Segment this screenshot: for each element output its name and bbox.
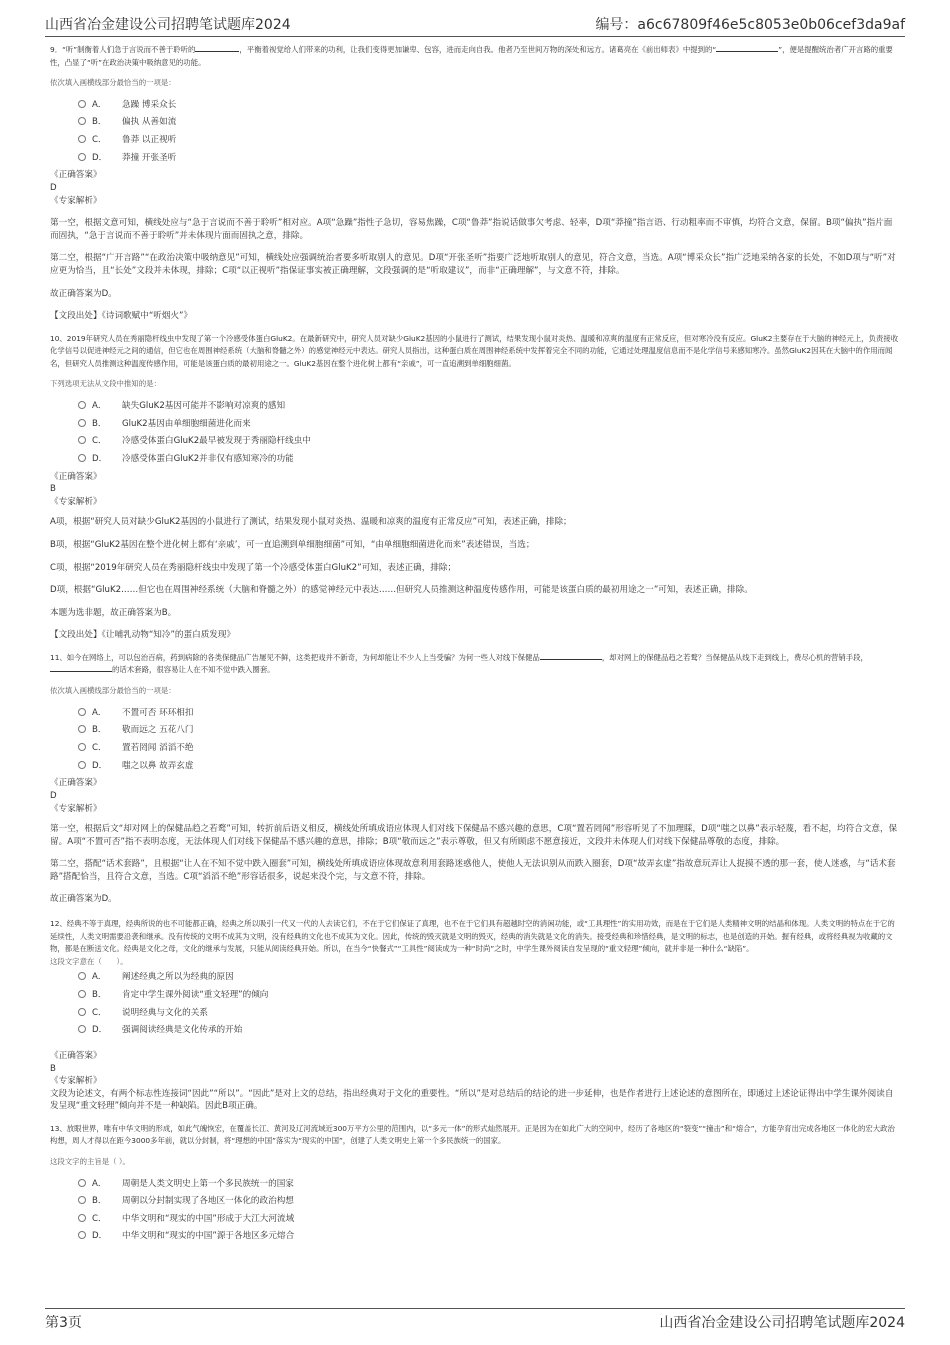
radio-icon[interactable] [78, 1008, 86, 1016]
radio-icon[interactable] [78, 401, 86, 409]
question-11-options [50, 703, 900, 773]
analysis-paragraph: 第二空，搭配“话术套路”，且根据“让人在不知不觉中跌入圈套”可知，横线处所填成语应体现故意利用套路迷惑他人，使他人无法识别从而跌入圈套，D项“故弄玄虚”指故意玩弄让人捉摸不透的那一套，使人迷惑，与“话术套路”搭配恰当，且符合文意，当选。C项“滔滔不绝”形容话很多，说起来没个完，与文意不符，排除。 [50, 859, 896, 882]
radio-icon[interactable] [78, 436, 86, 444]
question-11-stem: 11、如今在网络上，可以包治百病，药到病除的各类保健品广告屡见不鲜，这类把戏并不新奇，为何却能让不少人上当受骗？为何一些人对线下保健品 ，却对网上的保健品趋之若鹜？当保健品从线下走到线上，费尽心机的营销手段，的话术套路，很容易让人在不知不觉中跌入圈套。 [50, 652, 868, 675]
option-c[interactable]: C． 说明经典与文化的关系 [78, 1003, 900, 1021]
option-d[interactable]: D． 中华文明和“现实的中国”源于各地区多元熔合 [78, 1227, 900, 1245]
answer-value: D [50, 790, 57, 801]
analysis-paragraph: C项，根据“2019年研究人员在秀丽隐杆线虫中发现了第一个冷感受体蛋白GluK2”可知，表述正确，排除； [50, 562, 457, 573]
question-9-prompt: 依次填入画横线部分最恰当的一项是： [50, 78, 176, 87]
option-c[interactable]: C． 冷感受体蛋白GluK2最早被发现于秀丽隐杆线虫中 [78, 431, 900, 449]
question-13-stem: 13、放眼世界，唯有中华文明的形成，如此气魄恢宏，在覆盖长江、黄河及辽河流域近300万平方公里的范围内，以“多元一体”的形式灿然展开。正是因为在如此广大的空间中，经历了各地区的“裂变”“撞击”和“熔合”，方能孕育出完成各地区一体化的宏大政治构想，周人才得以在距今3000多年前，就以分封制，将“理想的中国”落实为“现实的中国”，创建了人类文明史上第一个多民族统一的国家。 [50, 1123, 895, 1146]
analysis-paragraph: 第二空，根据“广开言路”“在政治决策中吸纳意见”可知，横线处应强调统治者要多听取别人的意见。D项“开张圣听”指要广泛地听取别人的意见，符合文意，当选。A项“博采众长”指广泛地采纳各家的长处，不如D项与“听”对应更为恰当，且“长处”文段并未体现，排除；C项“以正视听”指保证事实被正确理解，文段强调的是“听取建议”，而非“正确理解”，与文意不符，排除。 [50, 253, 896, 276]
question-12-prompt: 这段文字意在（ ）。 [50, 956, 128, 966]
answer-label: 《正确答案》 [50, 778, 102, 789]
blank-line [716, 44, 778, 52]
option-b[interactable]: B． 敬而远之 五花八门 [78, 721, 900, 739]
analysis-label: 《专家解析》 [50, 496, 102, 507]
page-content [50, 44, 900, 1244]
option-a[interactable]: A． 阐述经典之所以为经典的原因 [78, 968, 900, 986]
source-note: 【文段出处】《诗词歌赋中“听烟火”》 [50, 311, 193, 322]
radio-icon[interactable] [78, 725, 86, 733]
option-d[interactable]: D． 嗤之以鼻 故弄玄虚 [78, 756, 900, 774]
question-13-options [50, 1174, 900, 1244]
question-10-prompt: 下列选项无法从文段中推知的是： [50, 379, 161, 389]
option-c[interactable]: C． 置若罔闻 滔滔不绝 [78, 738, 900, 756]
footer-divider [45, 1308, 905, 1309]
radio-icon[interactable] [78, 153, 86, 161]
radio-icon[interactable] [78, 990, 86, 998]
option-b[interactable]: B． 周朝以分封制实现了各地区一体化的政治构想 [78, 1192, 900, 1210]
option-b[interactable]: B． 肯定中学生课外阅读“重文轻理”的倾向 [78, 985, 900, 1003]
answer-label: 《正确答案》 [50, 471, 102, 482]
radio-icon[interactable] [78, 100, 86, 108]
analysis-paragraph: B项，根据“GluK2基因在整个进化树上都有‘亲戚’，可一直追溯到单细胞细菌”可知，“由单细胞细菌进化而来”表述错误，当选； [50, 539, 535, 550]
radio-icon[interactable] [78, 1214, 86, 1222]
blank-line [195, 44, 239, 52]
radio-icon[interactable] [78, 708, 86, 716]
answer-label: 《正确答案》 [50, 170, 102, 181]
option-a[interactable]: A． 不置可否 环环相扣 [78, 703, 900, 721]
radio-icon[interactable] [78, 761, 86, 769]
option-c[interactable]: C． 中华文明和“现实的中国”形成于大江大河流域 [78, 1209, 900, 1227]
answer-label: 《正确答案》 [50, 1050, 102, 1061]
question-11-prompt: 依次填入画横线部分最恰当的一项是： [50, 685, 176, 695]
analysis-paragraph: A项，根据“研究人员对缺少GluK2基因的小鼠进行了测试，结果发现小鼠对炎热、温暖和凉爽的温度有正常反应”可知，表述正确，排除； [50, 517, 572, 528]
header-serial-number: 编号：a6c67809f46e5c8053e0b06cef3da9af [595, 17, 905, 33]
radio-icon[interactable] [78, 454, 86, 462]
question-9-stem: 9．“听”制衡着人们急于言说而不善于聆听的 ，平衡着视觉给人们带来的功利，让我们变得更加谦卑、包容，进而走向自我。他者乃至世间万物的深处和远方。诸葛亮在《前出师表》中提到的“ ”，便是提醒统治者广开言路的重要性，凸显了“听”在政治决策中吸纳意见的功能。 [50, 45, 893, 67]
blank-line [540, 652, 602, 660]
analysis-conclusion: 本题为选非题，故正确答案为B。 [50, 607, 177, 618]
page-number: 第3页 [45, 1315, 82, 1331]
analysis-label: 《专家解析》 [50, 803, 102, 814]
question-10-stem: 10、2019年研究人员在秀丽隐杆线虫中发现了第一个冷感受体蛋白GluK2。在最新研究中，研究人员对缺少GluK2基因的小鼠进行了测试，结果发现小鼠对炎热、温暖和凉爽的温度有正常反应，但对寒冷没有反应。GluK2主要存在于大脑的神经元上，负责接收化学信号以促进神经元之间的通信，但它也在周围神经系统（大脑和脊髓之外）的感觉神经元中表达。研究人员指出，这种蛋白质在周围神经系统中发挥着完全不同的功能，它通过处理温度信息而不是化学信号来感知寒冷。虽然GluK2因其在大脑中的作用而闻名，但研究人员推测这种温度传感作用，可能是该蛋白质的最初用途之一。GluK2基因在整个进化树上都有“亲戚”，可一直追溯到单细胞细菌。 [50, 333, 899, 368]
header-title: 山西省冶金建设公司招聘笔试题库2024 [45, 17, 291, 33]
radio-icon[interactable] [78, 743, 86, 751]
option-d[interactable]: D． 强调阅读经典是文化传承的开始 [78, 1020, 900, 1038]
question-13-prompt: 这段文字的主旨是（ ）。 [50, 1156, 130, 1166]
source-note: 【文段出处】《让哺乳动物“知冷”的蛋白质发现》 [50, 630, 236, 641]
answer-value: B [50, 1063, 56, 1074]
option-d[interactable]: D． 冷感受体蛋白GluK2并非仅有感知寒冷的功能 [78, 449, 900, 467]
analysis-label: 《专家解析》 [50, 1076, 102, 1087]
option-b[interactable]: B． 偏执 从善如流 [78, 113, 900, 131]
radio-icon[interactable] [78, 1231, 86, 1239]
analysis-paragraph: D项，根据“GluK2……但它也在周围神经系统（大脑和脊髓之外）的感觉神经元中表达……但研究人员推测这种温度传感作用，可能是该蛋白质的最初用途之一”可知，表述正确，排除。 [50, 585, 753, 596]
answer-value: B [50, 484, 56, 495]
analysis-conclusion: 故正确答案为D。 [50, 894, 117, 905]
analysis-paragraph: 第一空，根据后文“却对网上的保健品趋之若鹜”可知，转折前后语义相反，横线处所填成语应体现人们对线下保健品不感兴趣的意思，C项“置若罔闻”形容听见了不加理睬，D项“嗤之以鼻”表示轻蔑，看不起，均符合文意，保留。A项“不置可否”指不表明态度，无法体现人们对线下保健品不感兴趣的意思，排除；B项“敬而远之”表示尊敬，但又有所顾虑不愿意接近，文段并未体现人们对线下保健品尊敬的态度，排除。 [50, 824, 898, 847]
question-12-options [50, 968, 900, 1038]
radio-icon[interactable] [78, 419, 86, 427]
radio-icon[interactable] [78, 1196, 86, 1204]
answer-value: D [50, 182, 57, 193]
option-a[interactable]: A． 急躁 博采众长 [78, 95, 900, 113]
radio-icon[interactable] [78, 1025, 86, 1033]
analysis-conclusion: 故正确答案为D。 [50, 288, 117, 299]
radio-icon[interactable] [78, 135, 86, 143]
option-c[interactable]: C． 鲁莽 以正视听 [78, 130, 900, 148]
radio-icon[interactable] [78, 972, 86, 980]
radio-icon[interactable] [78, 1179, 86, 1187]
radio-icon[interactable] [78, 117, 86, 125]
blank-line [50, 664, 112, 672]
question-9-options [50, 95, 900, 165]
question-10-options [50, 396, 900, 466]
analysis-paragraph: 第一空，根据文意可知，横线处应与“急于言说而不善于聆听”相对应。A项“急躁”指性子急切，容易焦躁，C项“鲁莽”指说话做事欠考虑、轻率，D项“莽撞”指言语、行动粗率而不审慎，均符合文意，保留。B项“偏执”指片面而固执，“急于言说而不善于聆听”并未体现片面而固执之意，排除。 [50, 218, 893, 241]
option-d[interactable]: D． 莽撞 开张圣听 [78, 148, 900, 166]
footer-title: 山西省冶金建设公司招聘笔试题库2024 [659, 1315, 905, 1331]
analysis-paragraph: 文段为论述文，有两个标志性连接词“因此”“所以”。“因此”是对上文的总结，指出经典对于文化的重要性。“所以”是对总结后的结论的进一步延伸，也是作者进行上述论述的意图所在，即通过上述论证得出中学生课外阅读自发呈现“重文轻理”倾向并不是一种缺陷。因此B项正确。 [50, 1088, 894, 1112]
header-divider [45, 36, 905, 37]
question-12-stem: 12、经典不等于真理，经典所说的也不可能都正确，经典之所以吸引一代又一代的人去读它们，不在于它们保证了真理，也不在于它们具有超越时空的消闲功能，或“工具理性”的实用功效，而是在于它们是人类精神文明的结晶和体现。人类文明的特点在于它的延续性，人类文明需要沿袭和继承。没有传统的文明不成其为文明，没有经典的文化也不成其为文化。因此，传统的毁灭就是文明的毁灭，经典的消失就是文化的消失。接受经典和珍惜经典，是文明的标志，也是创造的开始。握有经典，或将经典视为收藏的文物，都是在断送文化。经典是文化之母，文化的继承与发展，只能从阅读经典开始。所以，在当今“快餐式”“工具性”阅读成为一种“时尚”之时，中学生课外阅读自发呈现的“重文轻理”倾向，就并非是一种什么“缺陷”。 [50, 919, 895, 954]
analysis-label: 《专家解析》 [50, 195, 102, 206]
page-footer [45, 1312, 905, 1332]
option-a[interactable]: A． 周朝是人类文明史上第一个多民族统一的国家 [78, 1174, 900, 1192]
page-header [45, 14, 905, 34]
option-b[interactable]: B． GluK2基因由单细胞细菌进化而来 [78, 414, 900, 432]
option-a[interactable]: A． 缺失GluK2基因可能并不影响对凉爽的感知 [78, 396, 900, 414]
